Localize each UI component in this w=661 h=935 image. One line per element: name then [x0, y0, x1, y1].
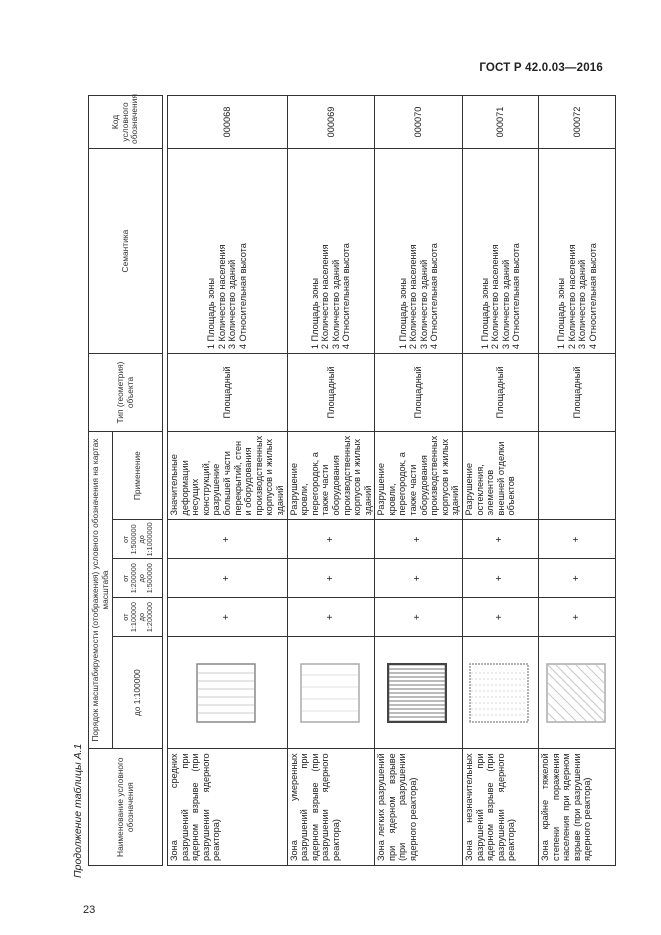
table-row-3 [375, 96, 463, 866]
row-scale-4: + [168, 520, 288, 559]
row-scale-4: + [463, 520, 539, 559]
row-note: Значительные деформации несущих конструкций, разрушение большей части перекрытий, стен и оборудования производственных корпусов и жилых зданий [168, 431, 288, 520]
row-scale-3: + [539, 559, 616, 598]
row-scale-4: + [539, 520, 616, 559]
row-geometry: Площадный [287, 354, 375, 432]
row-name: Зона крайне тяжелой степени поражения населения при ядерном взрыве (при разрушении ядерного реактора) [539, 749, 616, 866]
row-scale-2: + [168, 598, 288, 637]
row-code: 000069 [287, 96, 375, 149]
table-row-2 [287, 96, 375, 866]
row-code: 000068 [168, 96, 288, 149]
row-scale-4: + [375, 520, 463, 559]
row-symbol [168, 637, 288, 749]
symbol-pattern-faint-vertical [300, 663, 360, 723]
row-semantics [463, 148, 539, 353]
semantics-item: 4 Относительная высота [511, 243, 522, 350]
symbol-pattern-dotted-vertical [469, 663, 529, 723]
semantics-item: 2 Количество населения [566, 244, 577, 350]
semantics-item: 2 Количество населения [408, 244, 419, 350]
header-note: Применение [113, 431, 163, 520]
symbol-pattern-diagonal [546, 663, 606, 723]
row-scale-2: + [463, 598, 539, 637]
row-scale-2: + [539, 598, 616, 637]
semantics-item: 2 Количество населения [216, 244, 227, 350]
row-note [539, 431, 616, 520]
row-scale-3: + [287, 559, 375, 598]
semantics-item: 4 Относительная высота [429, 243, 440, 350]
row-symbol [287, 637, 375, 749]
row-semantics [539, 148, 616, 353]
row-scale-2: + [287, 598, 375, 637]
semantics-item: 3 Количество зданий [227, 259, 238, 350]
symbol-pattern-dense-vertical [387, 663, 447, 723]
rotated-table [88, 94, 598, 866]
semantics-item: 2 Количество населения [490, 244, 501, 350]
row-scale-4: + [287, 520, 375, 559]
header-scale-group: Порядок масштабируемости (отображения) условного обозначения на картах масштаба [89, 431, 113, 749]
row-symbol [375, 637, 463, 749]
row-semantics [287, 148, 375, 353]
header-semantics: Семантика [89, 148, 163, 353]
semantics-item: 1 Площадь зоны [309, 278, 320, 350]
semantics-item: 4 Относительная высота [341, 243, 352, 350]
row-note: Разрушение кровли, перегородок, а также части оборудования производственных корпусов и жилых зданий [375, 431, 463, 520]
row-symbol [539, 637, 616, 749]
header-name: Наименование условного обозначения [89, 749, 163, 866]
header-row-top [89, 96, 113, 866]
row-name: Зона средних разрушений при ядерном взрыве (при разрушении ядерного реактора) [168, 749, 288, 866]
row-note: Разрушение кровли, перегородок, а также части оборудования производственных корпусов и жилых зданий [287, 431, 375, 520]
row-code: 000072 [539, 96, 616, 149]
semantics-item: 1 Площадь зоны [479, 278, 490, 350]
row-name: Зона незначительных разрушений при ядерном взрыве (при разрушении ядерного реактора) [463, 749, 539, 866]
row-scale-2: + [375, 598, 463, 637]
semantics-item: 3 Количество зданий [577, 259, 588, 350]
row-geometry: Площадный [375, 354, 463, 432]
semantics-item: 1 Площадь зоны [206, 278, 217, 350]
row-scale-3: + [375, 559, 463, 598]
row-geometry: Площадный [463, 354, 539, 432]
semantics-item: 1 Площадь зоны [556, 278, 567, 350]
row-geometry: Площадный [168, 354, 288, 432]
page-number: 23 [83, 904, 96, 916]
row-symbol [463, 637, 539, 749]
semantics-item: 4 Относительная высота [587, 243, 598, 350]
row-semantics [375, 148, 463, 353]
row-scale-3: + [168, 559, 288, 598]
header-scale-2: от 1:100000 до 1:200000 [113, 598, 163, 637]
semantics-item: 1 Площадь зоны [397, 278, 408, 350]
row-note: Разрушение остекления, элементов внешней отделки объектов [463, 431, 539, 520]
header-scale-3: от 1:200000 до 1:500000 [113, 559, 163, 598]
semantics-item: 3 Количество зданий [418, 259, 429, 350]
header-geometry: Тип (геометрия) объекта [89, 354, 163, 432]
table-row-5 [539, 96, 616, 866]
semantics-item: 3 Количество зданий [500, 259, 511, 350]
row-code: 000071 [463, 96, 539, 149]
semantics-item: 4 Относительная высота [237, 243, 248, 350]
row-code: 000070 [375, 96, 463, 149]
semantics-item: 2 Количество населения [320, 244, 331, 350]
header-scale-1: до 1:100000 [113, 637, 163, 749]
table-caption: Продолжение таблицы А.1 [72, 743, 84, 878]
row-name: Зона умеренных разрушений при ядерном взрыве (при разрушении ядерного реактора) [287, 749, 375, 866]
standard-number: ГОСТ Р 42.0.03—2016 [479, 62, 603, 74]
row-scale-3: + [463, 559, 539, 598]
header-scale-4: от 1:500000 до 1:1000000 [113, 520, 163, 559]
row-semantics [168, 148, 288, 353]
header-code: Код условного обозначения [89, 96, 163, 149]
table-row-1 [168, 96, 288, 866]
row-name: Зона легких разрушений при ядерном взрыве (при разрушении ядерного реактора) [375, 749, 463, 866]
row-geometry: Площадный [539, 354, 616, 432]
table-row-4 [463, 96, 539, 866]
semantics-item: 3 Количество зданий [330, 259, 341, 350]
symbols-table [88, 95, 616, 866]
symbol-pattern-light-vertical [196, 663, 256, 723]
